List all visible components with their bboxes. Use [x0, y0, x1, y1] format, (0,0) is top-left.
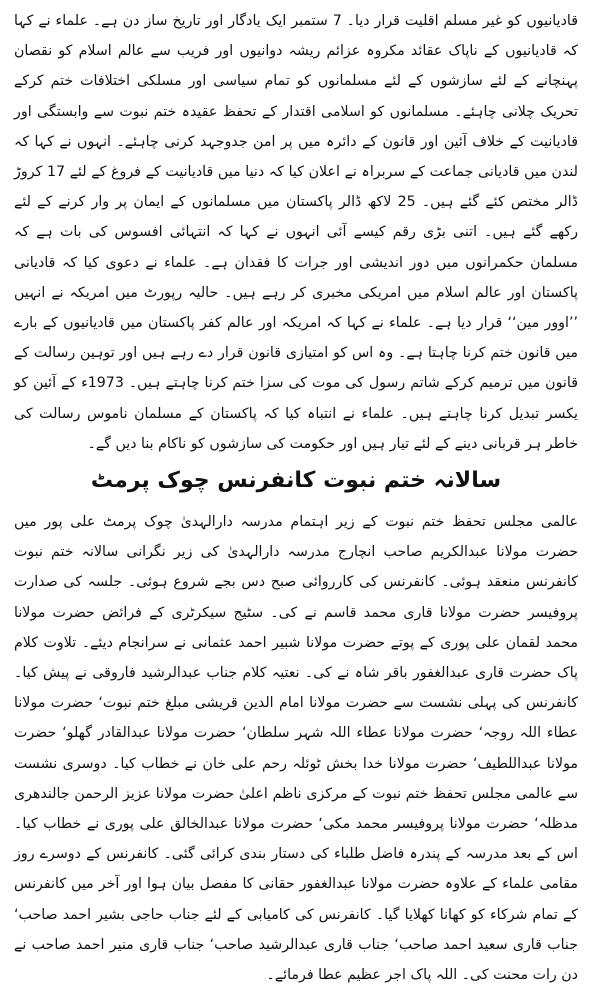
article-paragraph-2: عالمی مجلس تحفظ ختم نبوت کے زیر اہتمام مدرسہ دارالہدیٰ چوک پرمٹ علی پور میں حضرت مولانا عبدالکریم صاحب انچارج مدرسہ دارالہدیٰ کی زیر نگرانی سالانہ ختم نبوت کانفرنس منعقد ہوئی۔ کانفرنس کی کارروائی صبح دس بجے شروع ہوئی۔ جلسہ کی صدارت پروفیسر حضرت مولانا قاری محمد قاسم نے کی۔ سٹیج سیکرٹری کے فرائض حضرت مولانا محمد لقمان علی پوری کے پوتے حضرت مولانا شبیر احمد عثمانی نے سرانجام دیئے۔ تلاوت کلام پاک حضرت قاری عبدالغفور باقر شاہ نے کی۔ نعتیہ کلام جناب عبدالرشید فاروقی نے پیش کیا۔ کانفرنس کی پہلی نشست سے حضرت مولانا امام الدین قریشی مبلغ ختم نبوت‘ حضرت مولانا عطاء اللہ روجہ‘ حضرت مولانا عطاء اللہ شہر سلطان‘ حضرت مولانا عبدالقادر گھلو‘ حضرت مولانا عبداللطیف‘ حضرت مولانا خدا بخش ٹوئلہ رحم علی خان نے خطاب کیا۔ دوسری نشست سے عالمی مجلس تحفظ ختم نبوت کے مرکزی ناظم اعلیٰ حضرت مولانا عزیز الرحمن جالندھری مدظلہ‘ حضرت مولانا پروفیسر محمد مکی‘ حضرت مولانا عبدالخالق علی پوری نے خطاب کیا۔ اس کے بعد مدرسہ کے پندرہ فاضل طلباء کی دستار بندی کرائی گئی۔ کانفرنس کے دوسرے روز مقامی علماء کے علاوہ حضرت مولانا عبدالغفور حقانی کا مفصل بیان ہوا اور آخر میں کانفرنس کے تمام شرکاء کو کھانا کھلایا گیا۔ کانفرنس کی کامیابی کے لئے جناب حاجی بشیر احمد صاحب‘ جناب قاری سعید احمد صاحب‘ جناب قاری عبدالرشید صاحب‘ جناب قاری منیر احمد صاحب نے دن رات محنت کی۔ اللہ پاک اجر عظیم عطا فرمائے۔	[14, 514, 578, 984]
section-heading: سالانہ ختم نبوت کانفرنس چوک پرمٹ	[90, 468, 502, 494]
article-paragraph-1: قادیانیوں کو غیر مسلم اقلیت قرار دیا۔ 7 ستمبر ایک یادگار اور تاریخ ساز دن ہے۔ علماء نے کہا کہ قادیانیوں کے ناپاک عقائد مکروہ عزائم ریشہ دوانیوں اور فریب سے عالم اسلام کو نقصان پہنچانے کے لئے سازشوں کے لئے مسلمانوں کو تمام سیاسی اور مسلکی اختلافات ختم کرکے تحریک چلانی چاہئے۔ مسلمانوں کو اسلامی اقتدار کے تحفظ عقیدہ ختم نبوت سے وابستگی اور قادیانیت کے خلاف آئین اور قانون کے دائرہ میں پر امن جدوجہد کرنی چاہئے۔ انہوں نے کہا کہ لندن میں قادیانی جماعت کے سربراہ نے اعلان کیا کہ دنیا میں قادیانیت کے فروغ کے لئے 17 کروڑ ڈالر مختص کئے گئے ہیں۔ 25 لاکھ ڈالر پاکستان میں مسلمانوں کے ایمان پر وار کرنے کے لئے رکھے گئے ہیں۔ اتنی بڑی رقم کیسے آئی انہوں نے کہا کہ انتہائی افسوس کی بات ہے کہ مسلمان حکمرانوں میں دور اندیشی اور جرات کا فقدان ہے۔ علماء نے دعوی کیا کہ قادیانی پاکستان اور عالم اسلام میں امریکی مخبری کر رہے ہیں۔ حالیہ رپورٹ میں امریکہ نے انہیں ’’اوور مین‘‘ قرار دیا ہے۔ علماء نے کہا کہ امریکہ اور عالم کفر پاکستان میں قادیانیوں کے بارے میں قانون ختم کرنا چاہتا ہے۔ وہ اس کو امتیازی قانون قرار دے رہے ہیں اور توہین رسالت کے قانون میں ترمیم کرکے شاتم رسول کی موت کی سزا ختم کرنا چاہتے ہیں۔ 1973ء کے آئین کو یکسر تبدیل کرنا چاہتے ہیں۔ علماء نے انتباہ کیا کہ پاکستان کے مسلمان ناموس رسالت کی خاطر ہر قربانی دینے کے لئے تیار ہیں اور حکومت کی سازشوں کو ناکام بنا دیں گے۔	[14, 13, 579, 452]
